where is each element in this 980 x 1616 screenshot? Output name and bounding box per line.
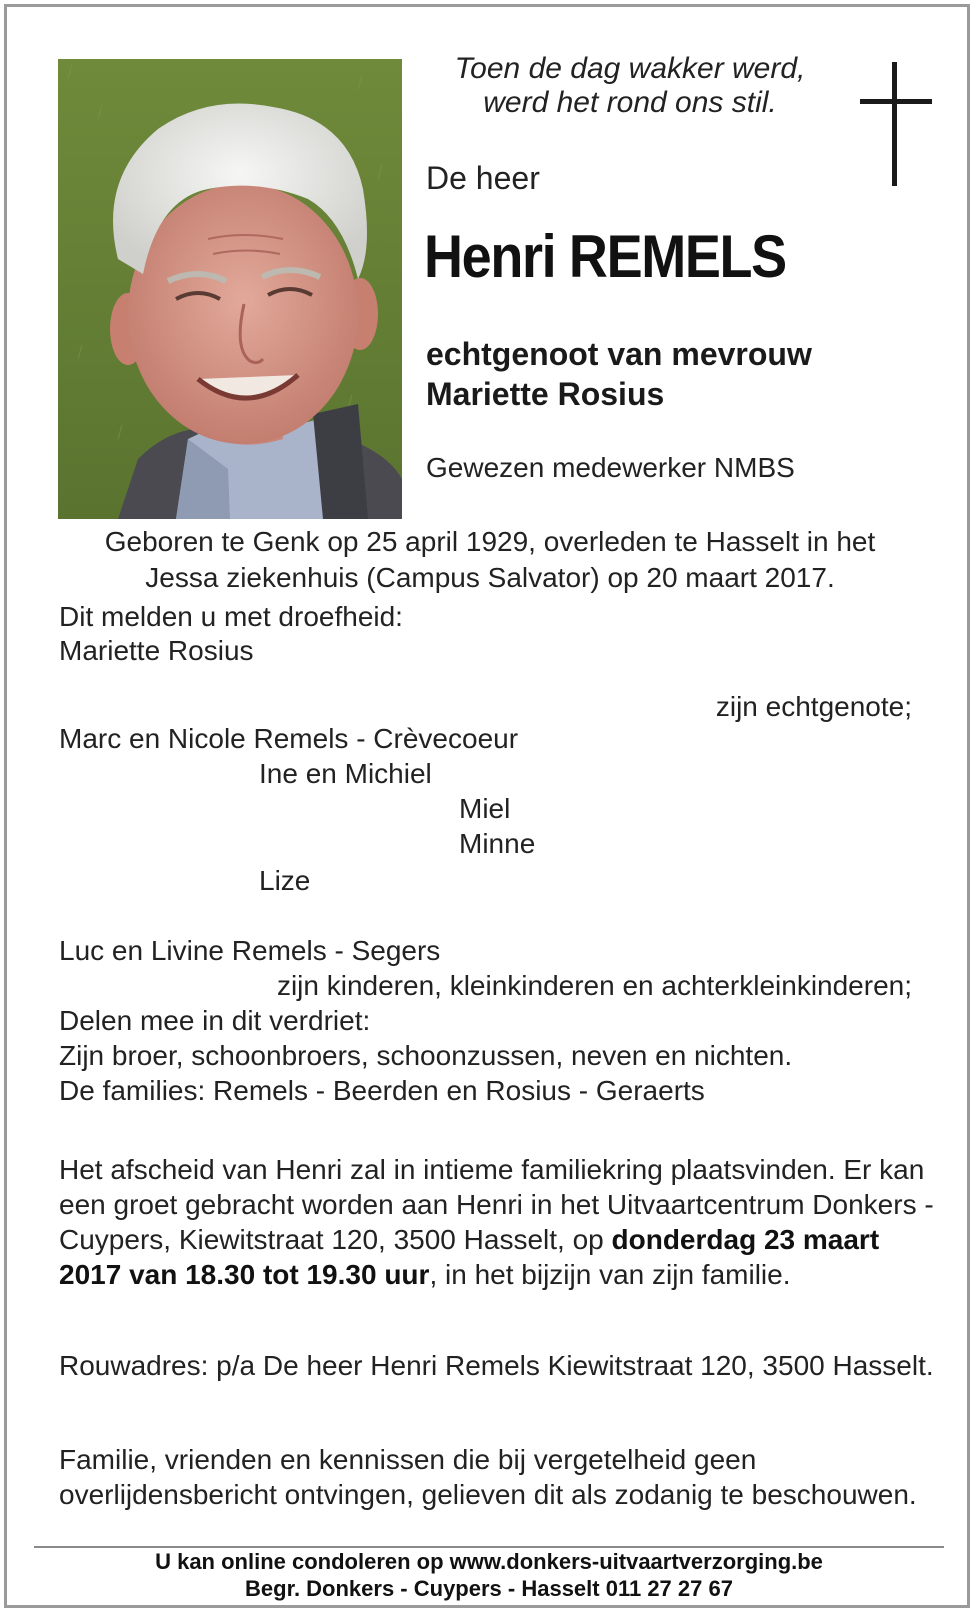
family-child-2: Luc en Livine Remels - Segers [59, 935, 441, 966]
footer [34, 1548, 944, 1602]
family-intro: Dit melden u met droefheid: [59, 601, 403, 632]
relatives: Zijn broer, schoonbroers, schoonzussen, neven en nichten. [59, 1040, 793, 1071]
families: De families: Remels - Beerden en Rosius - Geraerts [59, 1075, 705, 1106]
portrait-photo [58, 59, 402, 519]
farewell-paragraph [59, 1152, 939, 1292]
farewell-text-2: , in het bijzijn van zijn familie. [429, 1259, 791, 1290]
farewell-text-1: Het afscheid van Henri zal in intieme familiekring plaatsvinden. Er kan een groet gebracht worden aan Henri in het Uitvaartcentrum Donkers - Cuypers, Kiewitstraat 120, 3500 Hasselt, op [59, 1154, 934, 1255]
portrait-illustration [58, 59, 402, 519]
quote-line-1: Toen de dag wakker werd, [454, 52, 806, 85]
name-prefix: De heer [426, 160, 540, 196]
family-spouse-role: zijn echtgenote; [715, 691, 912, 722]
deceased-name: Henri REMELS [424, 223, 786, 290]
memorial-quote [420, 52, 840, 120]
birth-death-info [50, 524, 930, 596]
mourning-address: Rouwadres: p/a De heer Henri Remels Kiewitstraat 120, 3500 Hasselt. [59, 1350, 934, 1381]
share-intro: Delen mee in dit verdriet: [59, 1005, 371, 1036]
quote-line-2: werd het rond ons stil. [483, 86, 777, 119]
farewell-date-time: donderdag 23 maart 2017 van 18.30 tot 19.30 uur [59, 1224, 880, 1290]
family-grandchild-1: Ine en Michiel [259, 758, 432, 789]
occupation: Gewezen medewerker NMBS [426, 452, 795, 483]
spouse-info [426, 334, 812, 414]
birth-line-1: Geboren te Genk op 25 april 1929, overleden te Hasselt in het [104, 526, 876, 557]
family-great-grandchild-2: Minne [459, 828, 536, 859]
family-child-1: Marc en Nicole Remels - Crèvecoeur [59, 723, 519, 754]
spouse-line-2: Mariette Rosius [426, 376, 665, 412]
family-children-role: zijn kinderen, kleinkinderen en achterkleinkinderen; [276, 970, 912, 1001]
family-spouse: Mariette Rosius [59, 635, 254, 666]
footer-condolence: U kan online condoleren op www.donkers-uitvaartverzorging.be [155, 1549, 823, 1574]
family-great-grandchild-1: Miel [459, 793, 511, 824]
cross-icon [858, 62, 934, 186]
footer-undertaker: Begr. Donkers - Cuypers - Hasselt 011 27 27 67 [245, 1576, 733, 1601]
birth-line-2: Jessa ziekenhuis (Campus Salvator) op 20 maart 2017. [145, 562, 835, 593]
spouse-line-1: echtgenoot van mevrouw [426, 336, 812, 372]
family-grandchild-2: Lize [259, 865, 311, 896]
notice-paragraph: Familie, vrienden en kennissen die bij vergetelheid geen overlijdensbericht ontvingen, gelieven dit als zodanig te beschouwen. [59, 1444, 917, 1510]
